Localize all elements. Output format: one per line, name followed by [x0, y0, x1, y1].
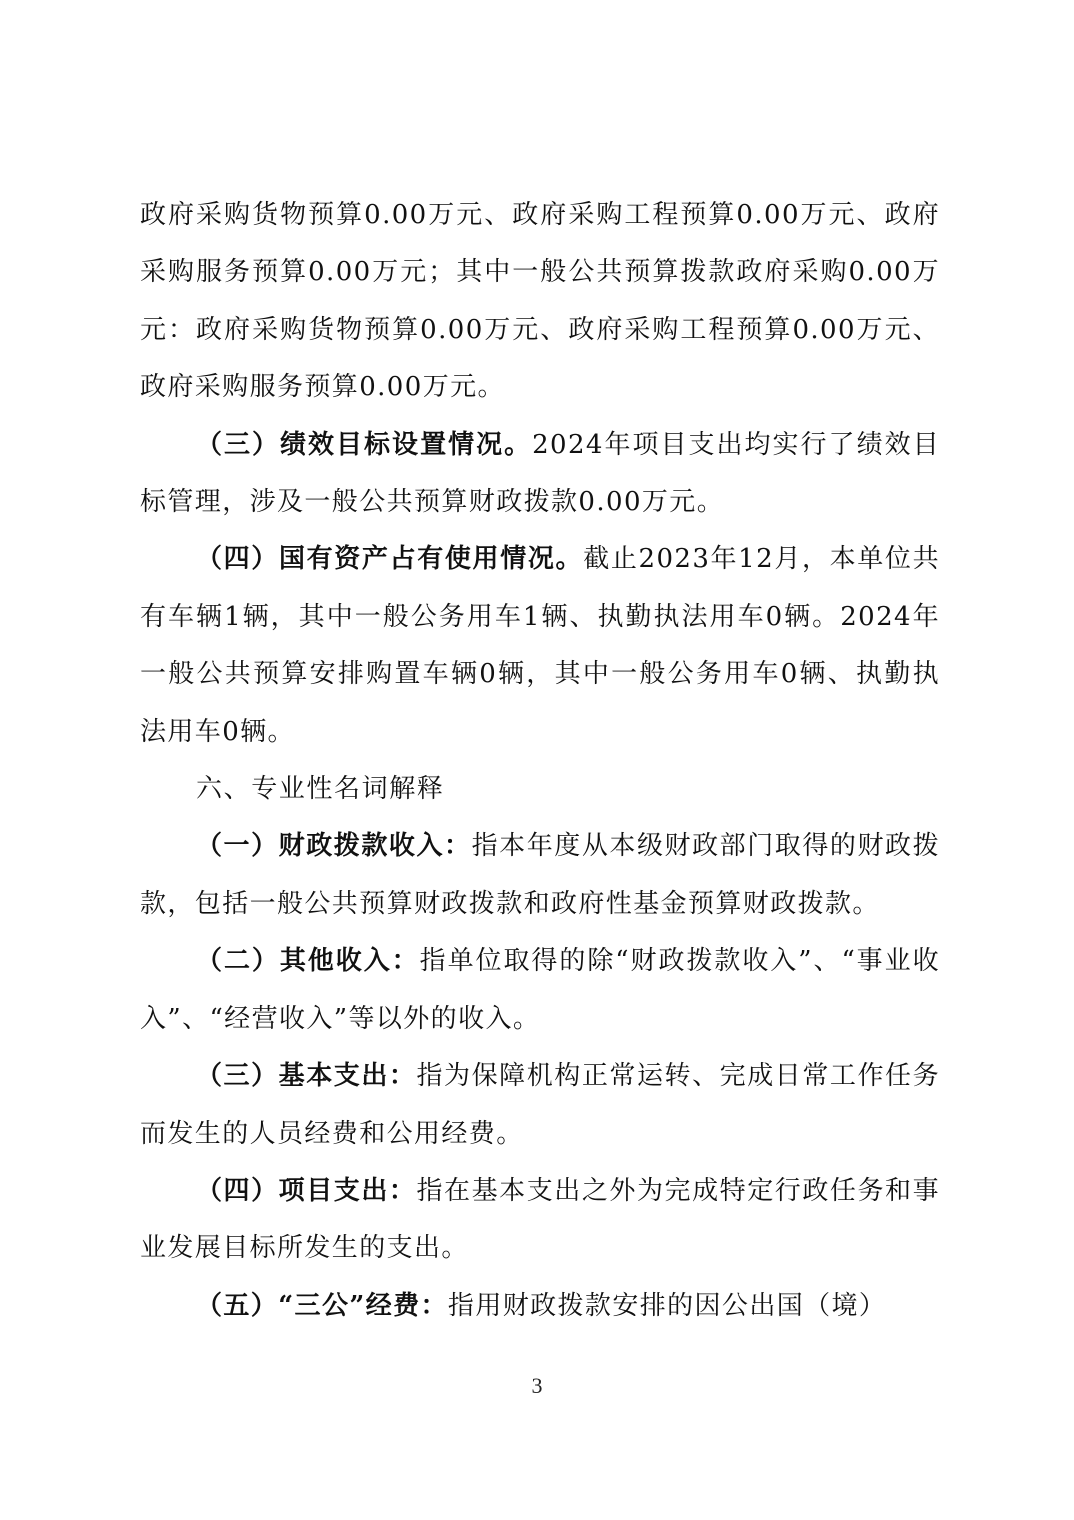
definition-term: （五）“三公”经费： — [196, 1290, 448, 1321]
definition-term: （一）财政拨款收入： — [196, 831, 472, 862]
performance-goals-text: 2024年项目支出均实行了绩效目标管理，涉及一般公共预算财政拨款0.00万元。 — [140, 429, 940, 518]
page-number: 3 — [531, 1373, 543, 1398]
definition-other-income — [140, 933, 940, 1048]
state-assets-paragraph — [140, 531, 940, 761]
definition-text: 指为保障机构正常运转、完成日常工作任务而发生的人员经费和公用经费。 — [140, 1061, 940, 1149]
definition-basic-expenditure — [140, 1048, 940, 1163]
definition-fiscal-income — [140, 818, 940, 933]
body-text — [140, 187, 940, 1335]
definition-term: （二）其他收入： — [196, 946, 420, 977]
definition-text: 指本年度从本级财政部门取得的财政拨款，包括一般公共预算财政拨款和政府性基金预算财政拨款。 — [140, 831, 940, 919]
procurement-paragraph: 政府采购货物预算0.00万元、政府采购工程预算0.00万元、政府采购服务预算0.00万元；其中一般公共预算拨款政府采购0.00万元：政府采购货物预算0.00万元、政府采购工程预算0.00万元、政府采购服务预算0.00万元。 — [140, 200, 940, 403]
definition-project-expenditure — [140, 1163, 940, 1278]
definition-term: （四）项目支出： — [196, 1175, 417, 1206]
definition-text: 指单位取得的除“财政拨款收入”、“事业收入”、“经营收入”等以外的收入。 — [140, 946, 940, 1034]
state-assets-text: 截止2023年12月，本单位共有车辆1辆，其中一般公务用车1辆、执勤执法用车0辆。2024年一般公共预算安排购置车辆0辆，其中一般公务用车0辆、执勤执法用车0辆。 — [140, 544, 940, 747]
section-heading: 六、专业性名词解释 — [196, 774, 445, 805]
definition-three-public-expenses — [140, 1278, 940, 1335]
state-assets-term: （四）国有资产占有使用情况。 — [196, 544, 584, 575]
definition-text: 指用财政拨款安排的因公出国（境） — [447, 1290, 887, 1321]
performance-goals-term: （三）绩效目标设置情况。 — [196, 429, 533, 460]
definition-term: （三）基本支出： — [196, 1061, 417, 1092]
definition-text: 指在基本支出之外为完成特定行政任务和事业发展目标所发生的支出。 — [140, 1175, 940, 1264]
performance-goals-paragraph — [140, 417, 940, 532]
